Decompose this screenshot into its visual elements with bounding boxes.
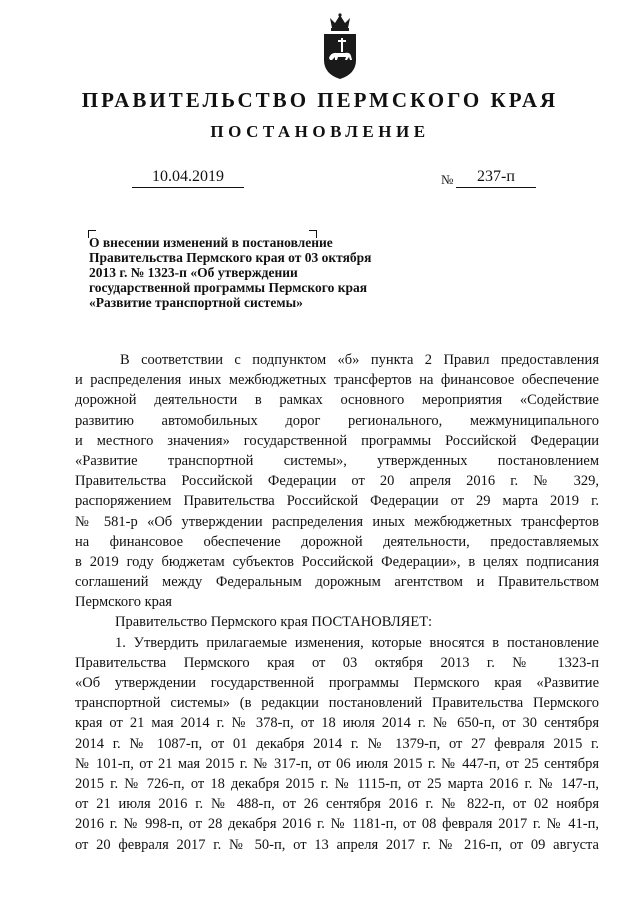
body-line: и местного значения» государственной программы Российской Федерации: [75, 432, 599, 449]
body-line: Пермского края: [75, 594, 172, 611]
subject-line: государственной программы Пермского края: [89, 280, 368, 295]
body-line: Правительство Пермского края ПОСТАНОВЛЯЕТ:: [115, 614, 433, 631]
body-line: В соответствии с подпунктом «б» пункта 2 Правил предоставления: [120, 352, 599, 368]
body-line: в 2019 году бюджетам субъектов Российской Федерации», в целях подписания: [75, 553, 599, 570]
shield-icon: [324, 34, 356, 79]
body-line: № 101-п, от 21 мая 2015 г. № 317-п, от 06 июля 2015 г. № 447-п, от 25 сентября: [75, 755, 599, 772]
body-line: 2015 г. № 726-п, от 18 декабря 2015 г. № 1115-п, от 25 марта 2016 г. № 147-п,: [75, 775, 599, 792]
body-line: на финансовое обеспечение дорожной деятельности, предоставляемых: [75, 533, 599, 550]
body-line: «Развитие транспортной системы», утвержденных постановлением: [75, 452, 599, 469]
document-date: 10.04.2019: [132, 168, 244, 188]
body-line: соглашений между Федеральным дорожным агентством и Правительством: [75, 574, 599, 591]
subject-line: Правительства Пермского края от 03 октября: [89, 250, 372, 265]
subject-line: О внесении изменений в постановление: [89, 235, 333, 250]
government-title: ПРАВИТЕЛЬСТВО ПЕРМСКОГО КРАЯ: [81, 88, 559, 112]
body-line: Правительства Пермского края от 03 октября 2013 г. № 1323-п: [75, 654, 599, 671]
crown-icon: [330, 13, 350, 31]
document-subject: [89, 235, 419, 310]
document-number: 237-п: [456, 168, 536, 188]
subject-line: 2013 г. № 1323-п «Об утверждении: [89, 265, 298, 280]
coat-of-arms-icon: [319, 12, 361, 80]
body-line: № 581-р «Об утверждении распределения иных межбюджетных трансфертов: [75, 513, 599, 530]
body-line: от 21 июля 2016 г. № 488-п, от 26 сентября 2016 г. № 822-п, от 02 ноября: [75, 796, 599, 813]
body-line: транспортной системы» (в редакции постановлений Правительства Пермского: [75, 695, 599, 712]
body-line: 2016 г. № 998-п, от 28 декабря 2016 г. № 1181-п, от 08 февраля 2017 г. № 41-п,: [75, 816, 599, 833]
document-type: ПОСТАНОВЛЕНИЕ: [210, 122, 430, 141]
body-line: края от 21 мая 2014 г. № 378-п, от 18 июля 2014 г. № 650-п, от 30 сентября: [75, 715, 599, 732]
body-line: «Об утверждении государственной программы Пермского края «Развитие: [75, 675, 599, 691]
body-line: 2014 г. № 1087-п, от 01 декабря 2014 г. № 1379-п, от 27 февраля 2015 г.: [75, 735, 599, 752]
body-line: 1. Утвердить прилагаемые изменения, которые вносятся в постановление: [115, 634, 599, 651]
body-line: распоряжением Правительства Российской Федерации от 29 марта 2019 г.: [75, 493, 599, 510]
body-line: Правительства Российской Федерации от 20 апреля 2016 г. № 329,: [75, 473, 599, 490]
number-sign: №: [441, 172, 454, 187]
document-body: [75, 350, 599, 855]
body-line: и распределения иных межбюджетных трансфертов на финансовое обеспечение: [75, 372, 599, 389]
body-line: от 20 февраля 2017 г. № 50-п, от 13 апреля 2017 г. № 216-п, от 09 августа: [75, 836, 599, 853]
body-line: развитию автомобильных дорог регионального, межмуниципального: [75, 412, 599, 429]
subject-line: «Развитие транспортной системы»: [89, 295, 303, 310]
body-line: дорожной деятельности в рамках основного мероприятия «Содействие: [75, 392, 599, 409]
